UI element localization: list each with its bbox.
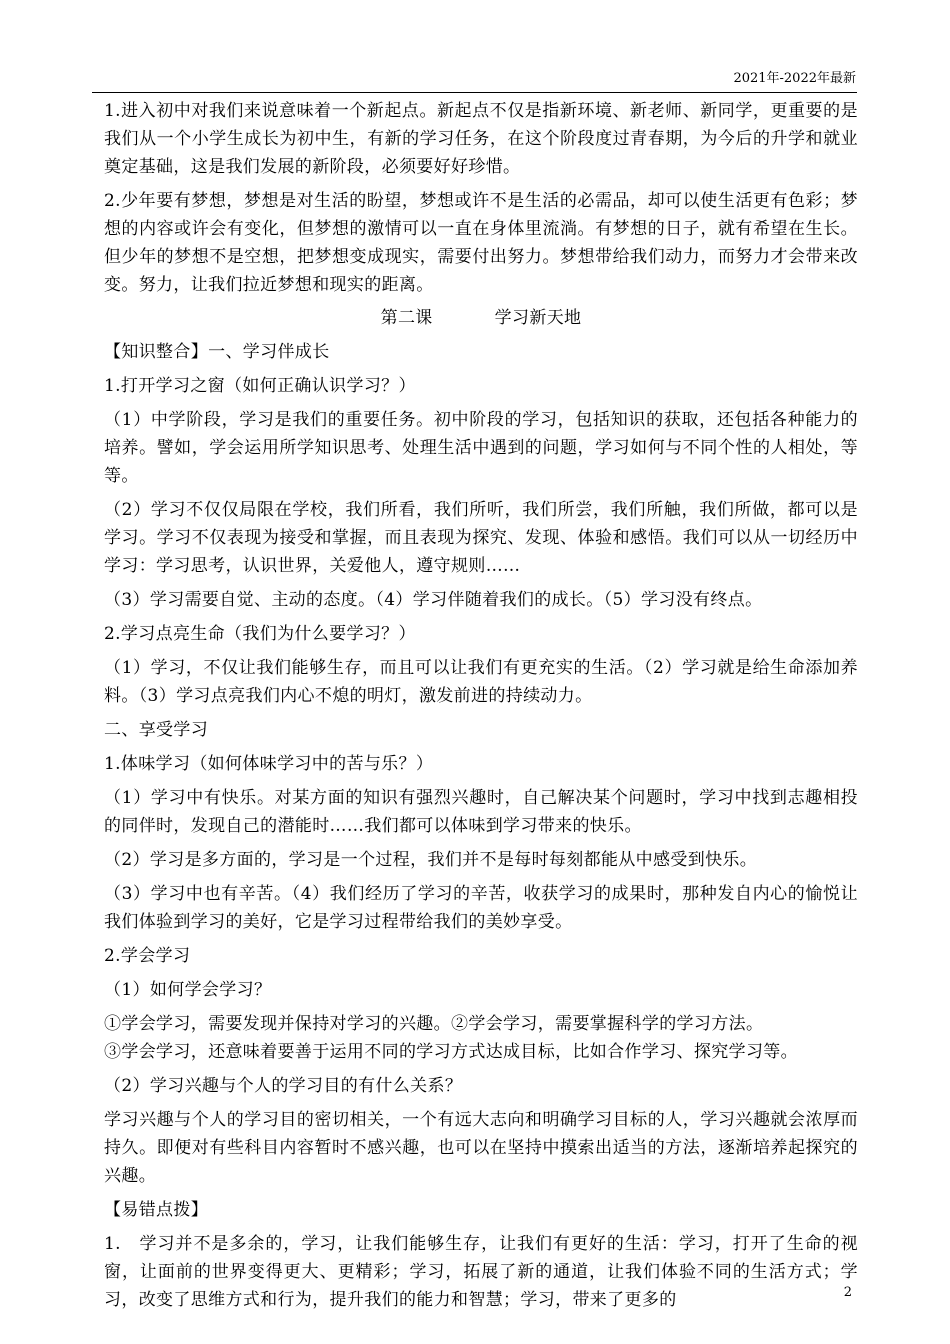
paragraph-process: （2）学习是多方面的，学习是一个过程，我们并不是每时每刻都能从中感受到快乐。 xyxy=(104,850,758,870)
subsection-light-up-life: 2.学习点亮生命（我们为什么要学习？） xyxy=(104,624,416,644)
document-body xyxy=(104,97,858,1314)
question-how-to-learn: （1）如何学会学习？ xyxy=(104,980,272,1000)
subsection-open-window: 1.打开学习之窗（如何正确认识学习？） xyxy=(104,376,416,396)
question-interest-purpose: （2）学习兴趣与个人的学习目的有什么关系？ xyxy=(104,1076,463,1096)
paragraph-new-start: 1.进入初中对我们来说意味着一个新起点。新起点不仅是指新环境、新老师、新同学，更重要的是我们从一个小学生成长为初中生，有新的学习任务，在这个阶段度过青春期，为今后的升学和就业奠定基础，这是我们发展的新阶段，必须要好好珍惜。 xyxy=(104,101,858,177)
subsection-learn-to-learn: 2.学会学习 xyxy=(104,946,191,966)
section-knowledge-integration: 【知识整合】一、学习伴成长 xyxy=(104,342,330,362)
subsection-taste-learning: 1.体味学习（如何体味学习中的苦与乐？） xyxy=(104,754,434,774)
paragraph-item-1: （1）中学阶段，学习是我们的重要任务。初中阶段的学习，包括知识的获取，还包括各种能力的培养。譬如，学会运用所学知识思考、处理生活中遇到的问题，学习如何与不同个性的人相处，等等。 xyxy=(104,410,858,486)
paragraph-interest-method: ①学会学习，需要发现并保持对学习的兴趣。②学会学习，需要掌握科学的学习方法。 xyxy=(104,1014,764,1034)
header-text: 2021年-2022年最新 xyxy=(733,71,856,86)
page-number: 2 xyxy=(843,1285,852,1300)
section-enjoy-learning: 二、享受学习 xyxy=(104,720,209,740)
lesson-name: 学习新天地 xyxy=(494,308,582,328)
paragraph-learning-styles: ③学会学习，还意味着要善于运用不同的学习方式达成目标，比如合作学习、探究学习等。 xyxy=(104,1042,798,1062)
paragraph-hardship: （3）学习中也有辛苦。（4）我们经历了学习的辛苦，收获学习的成果时，那种发自内心的愉悦让我们体验到学习的美好，它是学习过程带给我们的美妙享受。 xyxy=(104,884,858,932)
paragraph-dreams: 2.少年要有梦想，梦想是对生活的盼望，梦想或许不是生活的必需品，却可以使生活更有色彩；梦想的内容或许会有变化，但梦想的激情可以一直在身体里流淌。有梦想的日子，就有希望在生长。但少年的梦想不是空想，把梦想变成现实，需要付出努力。梦想带给我们动力，而努力才会带来改变。努力，让我们拉近梦想和现实的距离。 xyxy=(104,191,858,295)
section-common-mistakes: 【易错点拨】 xyxy=(104,1200,209,1220)
paragraph-mistake-1: 1. 学习并不是多余的，学习，让我们能够生存，让我们有更好的生活：学习，打开了生命的视窗，让面前的世界变得更大、更精彩；学习，拓展了新的通道，让我们体验不同的生活方式；学习，改变了思维方式和行为，提升我们的能力和智慧；学习，带来了更多的 xyxy=(104,1234,858,1310)
paragraph-why-learn: （1）学习，不仅让我们能够生存，而且可以让我们有更充实的生活。（2）学习就是给生命添加养料。（3）学习点亮我们内心不熄的明灯，激发前进的持续动力。 xyxy=(104,658,858,706)
lesson-title xyxy=(104,304,858,332)
paragraph-interest-purpose: 学习兴趣与个人的学习目的密切相关，一个有远大志向和明确学习目标的人，学习兴趣就会浓厚而持久。即便对有些科目内容暂时不感兴趣，也可以在坚持中摸索出适当的方法，逐渐培养起探究的兴趣。 xyxy=(104,1110,858,1186)
header-divider xyxy=(92,92,857,93)
paragraph-joy: （1）学习中有快乐。对某方面的知识有强烈兴趣时，自己解决某个问题时，学习中找到志趣相投的同伴时，发现自己的潜能时……我们都可以体味到学习带来的快乐。 xyxy=(104,788,858,836)
paragraph-item-3-5: （3）学习需要自觉、主动的态度。（4）学习伴随着我们的成长。（5）学习没有终点。 xyxy=(104,590,763,610)
paragraph-item-2: （2）学习不仅仅局限在学校，我们所看，我们所听，我们所尝，我们所触，我们所做，都可以是学习。学习不仅表现为接受和掌握，而且表现为探究、发现、体验和感悟。我们可以从一切经历中学习：学习思考，认识世界，关爱他人，遵守规则…… xyxy=(104,500,858,576)
lesson-number: 第二课 xyxy=(380,308,433,328)
